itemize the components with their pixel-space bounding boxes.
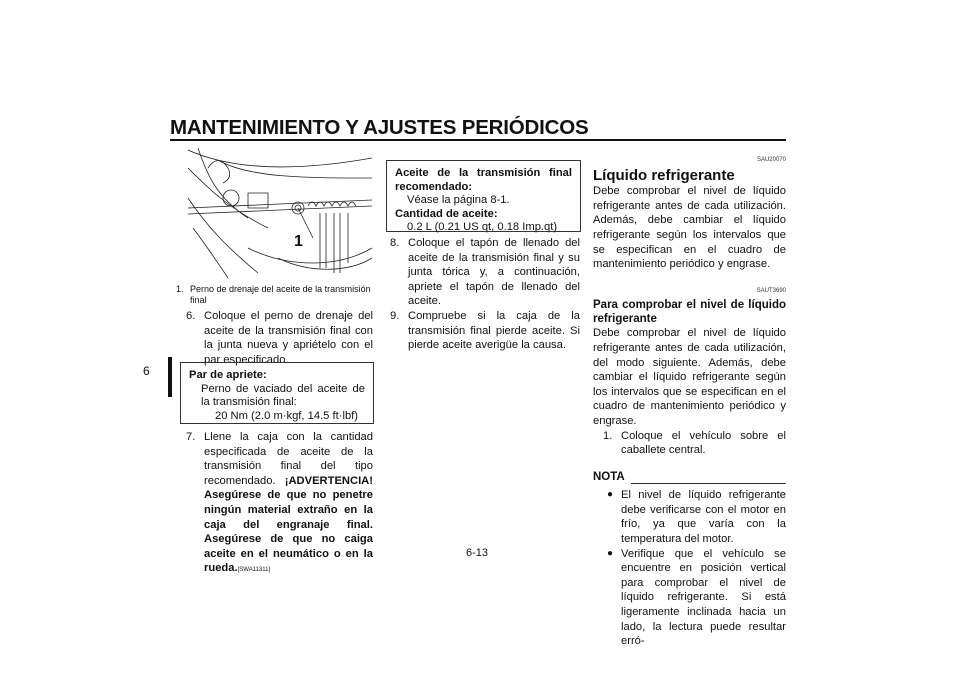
nota-bullet xyxy=(607,488,786,546)
nota-rule xyxy=(631,483,786,484)
box-line: Perno de vaciado del aceite de la transmisión final: xyxy=(201,382,365,408)
chapter-tab: 6 xyxy=(143,364,150,378)
step-6 xyxy=(186,309,373,367)
warning-code: [SWA11311] xyxy=(237,567,271,574)
box-value: 20 Nm (2.0 m·kgf, 14.5 ft·lbf) xyxy=(215,409,358,422)
box-value: 0.2 L (0.21 US qt, 0.18 Imp.qt) xyxy=(407,221,558,233)
figure-caption xyxy=(176,284,372,306)
drain-bolt-illustration xyxy=(188,148,372,280)
caption-number: 1. xyxy=(176,284,184,294)
box-heading: Cantidad de aceite: xyxy=(395,207,498,220)
step-text: Coloque el perno de drenaje del aceite de la transmisión final con la junta nueva y apriételo con el par especificado. xyxy=(204,310,373,366)
nota-header xyxy=(593,470,786,485)
section-paragraph: Debe comprobar el nivel de líquido refrigerante antes de cada utilización. Además, debe cambiar el líquido refrigerante según los intervalos que se especifican en el cuadro de mantenimiento periódico y engrase. xyxy=(593,185,786,271)
step-text: Coloque el tapón de llenado del aceite de la transmisión final y su junta tórica y, a continuación, apriete el tapón de llenado del aceite. xyxy=(408,237,580,308)
box-heading: Par de apriete: xyxy=(189,369,267,381)
title-rule xyxy=(170,139,786,141)
step-text: Coloque el vehículo sobre el caballete central. xyxy=(621,429,786,457)
page-number: 6-13 xyxy=(466,547,489,559)
step-7 xyxy=(186,430,373,578)
chapter-tab-bar xyxy=(168,357,172,397)
figure-callout: 1 xyxy=(294,233,303,250)
section-code: SAU20070 xyxy=(756,157,786,163)
step-number: 6. xyxy=(186,310,196,322)
step-number: 9. xyxy=(390,309,400,322)
page-title: MANTENIMIENTO Y AJUSTES PERIÓDICOS xyxy=(170,116,589,139)
section-heading: Líquido refrigerante xyxy=(593,166,735,184)
bullet-icon: ● xyxy=(607,547,614,559)
nota-label: NOTA xyxy=(593,470,625,483)
box-value: Véase la página 8-1. xyxy=(407,194,510,206)
steps-8-9 xyxy=(390,236,580,353)
subsection-paragraph: Debe comprobar el nivel de líquido refrigerante antes de cada utilización, del modo siguiente. Además, debe cambiar el líquido refrigerante según los intervalos que se especifican en el cuadro de mantenimiento periódico y engrase. xyxy=(593,327,786,427)
nota-bullet xyxy=(607,547,786,649)
subsection-code: SAUT3690 xyxy=(756,287,786,294)
oil-spec-box xyxy=(386,160,581,232)
coolant-section xyxy=(593,153,786,649)
box-heading: Aceite de la transmisión final recomendado: xyxy=(395,167,572,193)
torque-spec-box xyxy=(180,362,374,424)
step-text xyxy=(204,430,373,578)
step-number: 1. xyxy=(603,429,613,442)
bullet-icon: ● xyxy=(607,489,614,501)
step-number: 8. xyxy=(390,237,400,249)
bullet-text: El nivel de líquido refrigerante debe verificarse con el motor en frío, ya que varía con la temperatura del motor. xyxy=(621,489,786,546)
step-8 xyxy=(390,236,580,309)
step-text-normal: Llene la caja con la cantidad especificada de aceite de la transmisión final del tipo recomendado. xyxy=(204,431,373,487)
step-number: 7. xyxy=(186,431,196,443)
step-9 xyxy=(390,309,580,353)
warning-text: ¡ADVERTENCIA! Asegúrese de que no penetre ningún material extraño en la caja del engranaje final. Asegúrese de que no caiga aceite en el neumático o en la rueda. xyxy=(204,474,373,575)
bullet-text: Verifique que el vehículo se encuentre en posición vertical para comprobar el nivel de líquido refrigerante. Si está ligeramente inclinada hacia un lado, la lectura puede resultar erró- xyxy=(621,547,786,648)
step-1 xyxy=(603,429,786,458)
subsection-heading: Para comprobar el nivel de líquido refrigerante xyxy=(593,299,786,326)
step-text: Compruebe si la caja de la transmisión final pierde aceite. Si pierde aceite averigüe la causa. xyxy=(408,309,580,352)
caption-text: Perno de drenaje del aceite de la transmisión final xyxy=(190,284,371,305)
